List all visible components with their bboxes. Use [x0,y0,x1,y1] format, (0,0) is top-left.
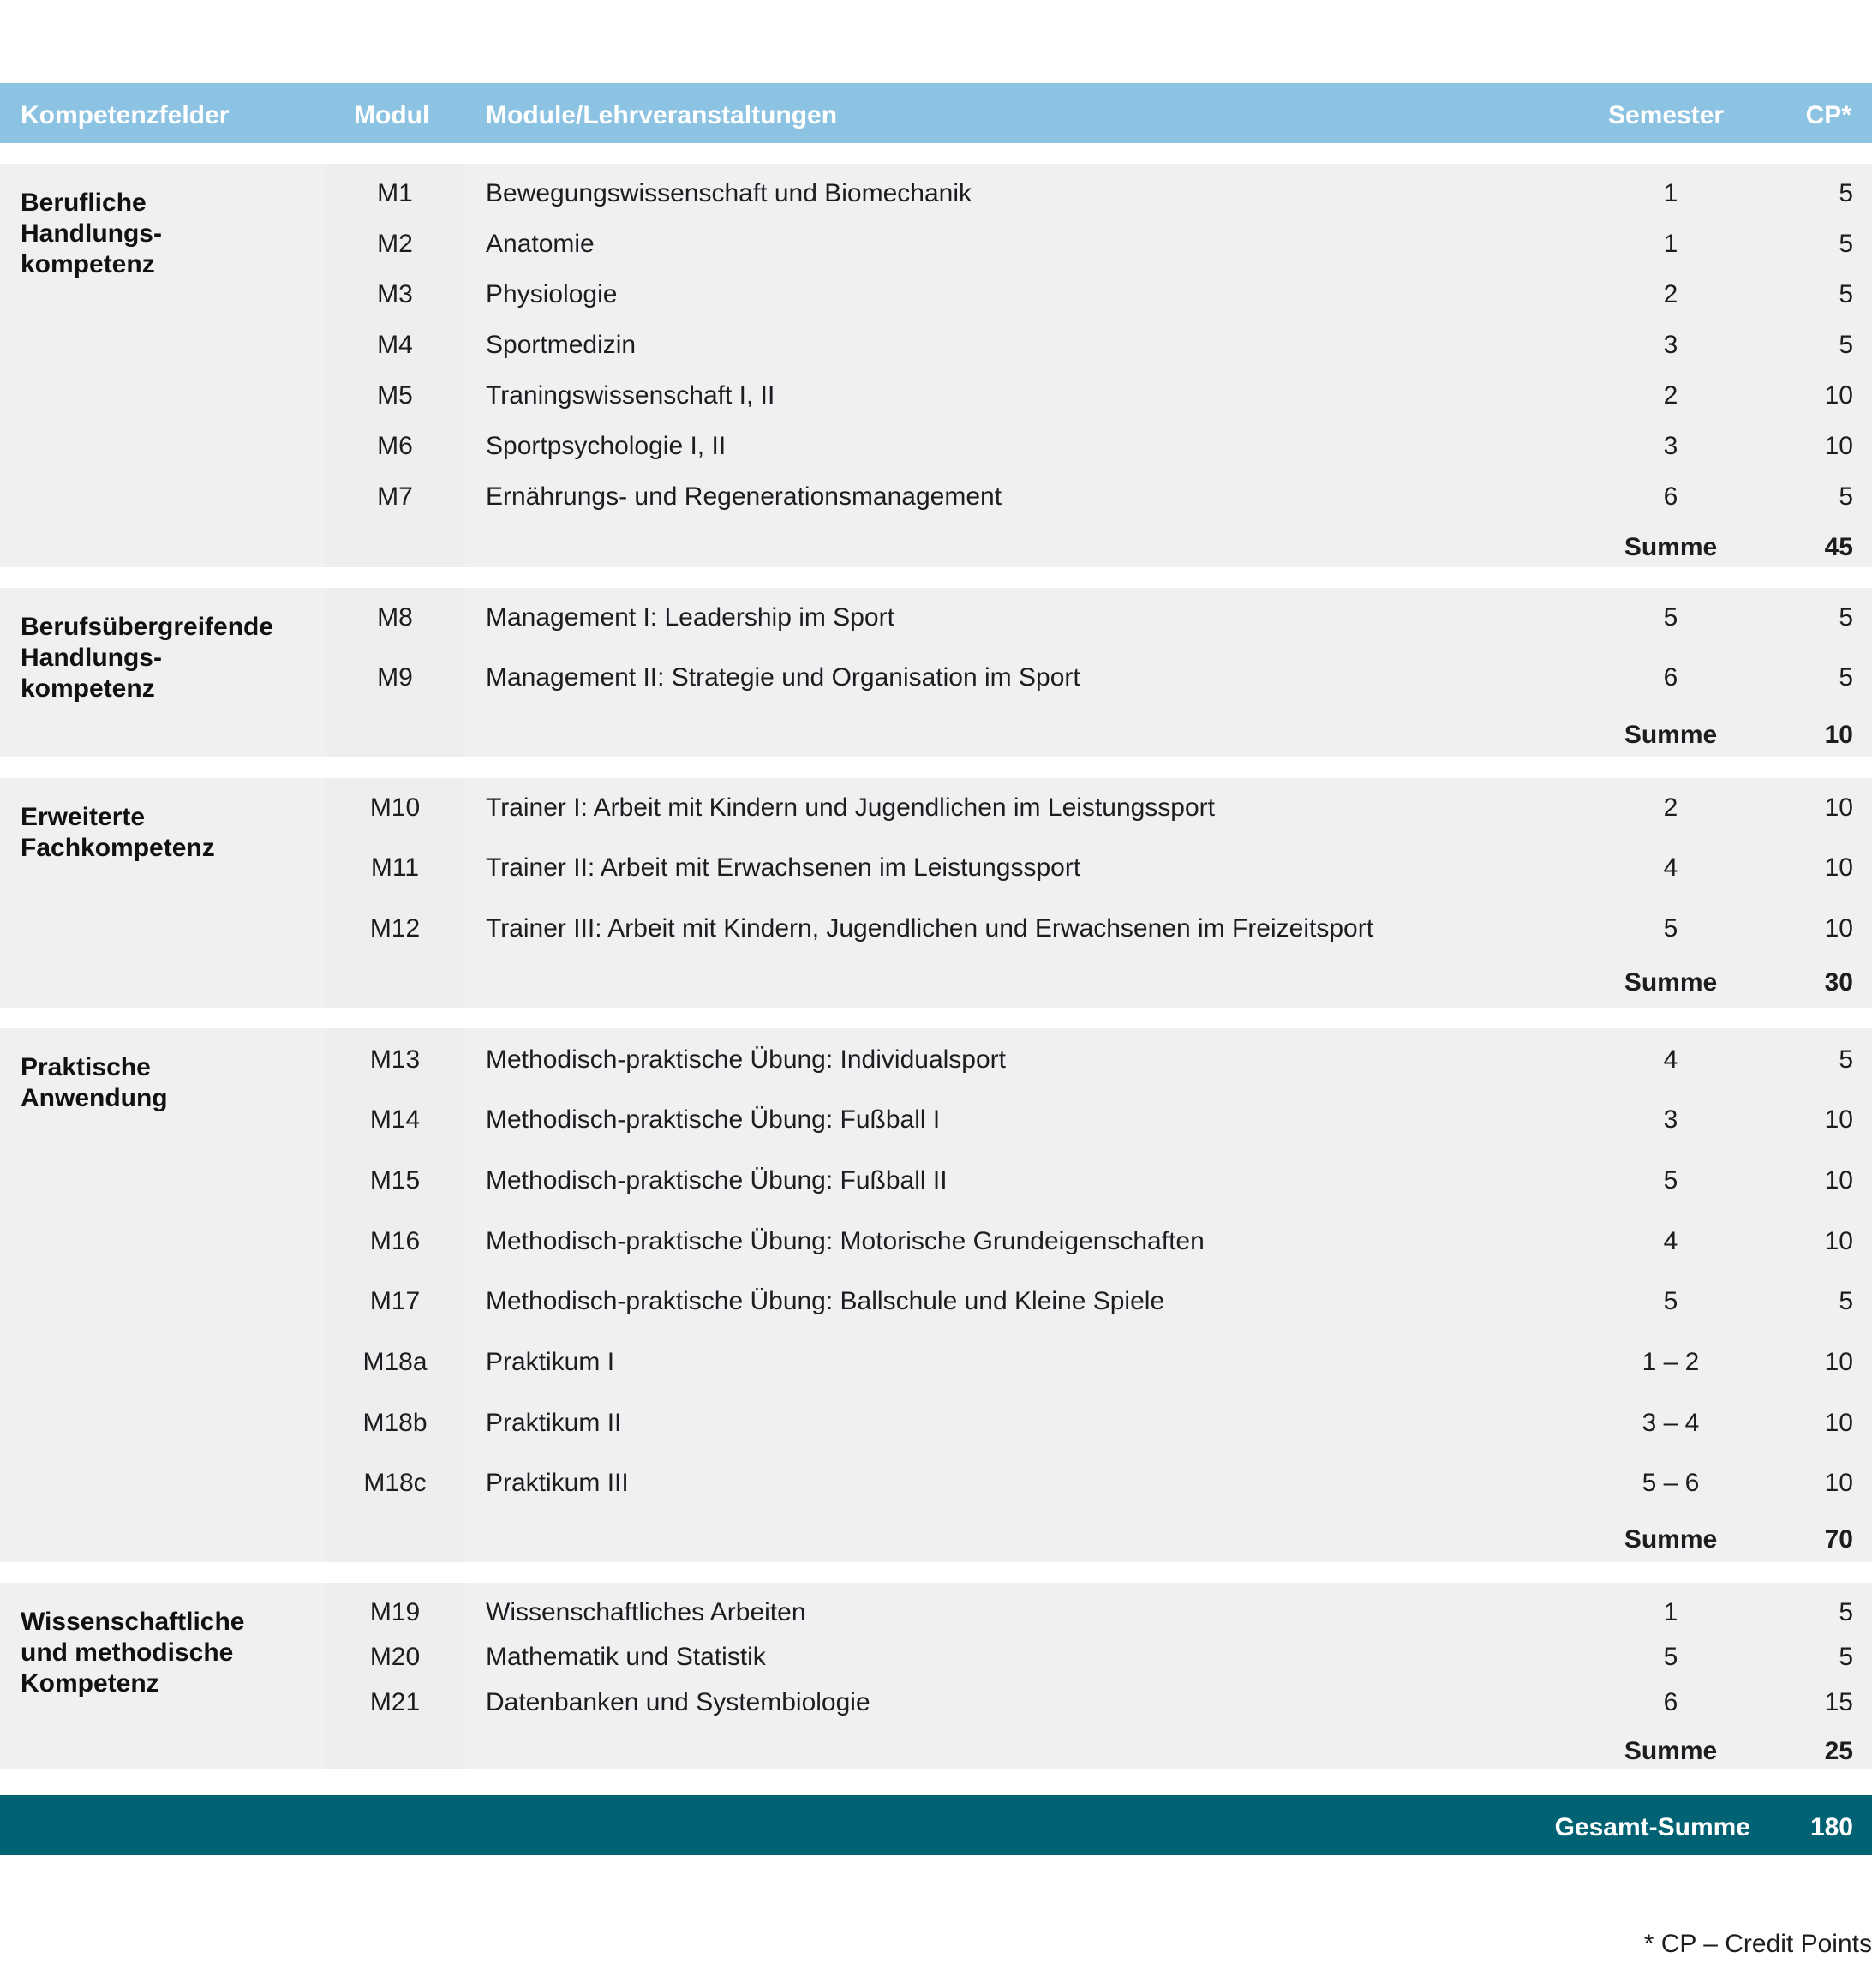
module-cp: 10 [1824,793,1853,822]
module-name: Trainer II: Arbeit mit Erwachsenen im Leistungssport [486,853,1081,882]
module-name: Praktikum III [486,1469,629,1497]
module-name: Trainer I: Arbeit mit Kindern und Jugendlichen im Leistungssport [486,793,1216,822]
module-code: M12 [369,914,421,943]
total-cp: 180 [1809,1813,1853,1841]
module-cp: 5 [1839,280,1853,308]
module-semester: 4 [1663,1227,1678,1255]
module-semester: 6 [1663,663,1678,692]
module-code: M18a [362,1348,428,1376]
competence-field-label: Erweiterte Fachkompetenz [21,803,215,862]
module-cp: 10 [1824,1469,1853,1497]
module-name: Methodisch-praktische Übung: Individualsport [486,1045,1006,1074]
module-code: M11 [370,853,420,882]
competence-field-label: Berufliche Handlungs- kompetenz [21,189,162,278]
competence-field-label: Wissenschaftliche und methodische Kompetenz [21,1608,245,1698]
module-semester: 5 [1663,1166,1678,1195]
footnote: * CP – Credit Points [1643,1930,1872,1958]
module-semester: 1 [1663,1598,1678,1626]
module-cp: 10 [1824,853,1853,882]
module-cp: 5 [1839,1643,1853,1671]
module-code: M10 [369,793,421,822]
sum-label: Summe [1624,533,1718,561]
module-name: Anatomie [486,230,595,258]
module-code: M6 [377,432,413,460]
module-cp: 5 [1839,179,1853,207]
module-name: Methodisch-praktische Übung: Fußball II [486,1166,948,1195]
module-name: Sportmedizin [486,331,637,359]
module-code: M19 [369,1598,421,1626]
competence-group [0,1028,1872,1562]
module-semester: 5 [1663,603,1678,632]
module-code: M16 [369,1227,421,1255]
module-cp: 15 [1824,1688,1853,1716]
module-semester: 3 – 4 [1642,1409,1700,1437]
module-name: Datenbanken und Systembiologie [486,1688,870,1716]
group-list [0,164,1872,1769]
module-semester: 2 [1663,793,1678,822]
competence-group [0,1583,1872,1769]
module-code: M14 [369,1105,421,1134]
module-cp: 5 [1839,1598,1853,1626]
module-code: M15 [369,1166,421,1195]
module-name: Traningswissenschaft I, II [486,381,775,410]
total-row [0,1795,1872,1855]
sum-label: Summe [1624,1525,1718,1554]
module-cp: 5 [1839,230,1853,258]
module-code: M4 [377,331,413,359]
competence-field-label: Praktische Anwendung [21,1053,168,1112]
module-name: Management II: Strategie und Organisation im Sport [486,663,1080,692]
module-cp: 10 [1824,1227,1853,1255]
header-modul: Modul [354,101,430,129]
module-semester: 3 [1663,1105,1678,1134]
module-code: M18b [362,1409,428,1437]
module-name: Methodisch-praktische Übung: Fußball I [486,1105,941,1134]
sum-cp: 30 [1824,968,1853,997]
module-semester: 5 [1663,1643,1678,1671]
module-cp: 10 [1824,1348,1853,1376]
module-name: Management I: Leadership im Sport [486,603,894,632]
module-semester: 4 [1663,1045,1678,1074]
header-module-name: Module/Lehrveranstaltungen [486,101,838,129]
sum-cp: 45 [1824,533,1853,561]
module-semester: 6 [1663,482,1678,511]
module-semester: 1 [1663,230,1678,258]
module-name: Methodisch-praktische Übung: Motorische Grundeigenschaften [486,1227,1205,1255]
module-name: Wissenschaftliches Arbeiten [486,1598,806,1626]
module-cp: 10 [1824,914,1853,943]
module-cp: 5 [1839,663,1853,692]
module-semester: 5 [1663,914,1678,943]
module-name: Physiologie [486,280,618,308]
header-semester: Semester [1608,101,1725,129]
module-code: M7 [377,482,413,511]
competence-group [0,588,1872,757]
sum-label: Summe [1624,721,1718,749]
module-code: M18c [363,1469,427,1497]
header-kompetenzfelder: Kompetenzfelder [21,101,230,129]
module-semester: 1 – 2 [1642,1348,1700,1376]
module-cp: 10 [1824,1166,1853,1195]
module-cp: 10 [1824,1409,1853,1437]
module-name: Methodisch-praktische Übung: Ballschule und Kleine Spiele [486,1287,1165,1315]
module-code: M20 [369,1643,421,1671]
module-code: M2 [377,230,413,258]
total-label: Gesamt-Summe [1554,1813,1750,1841]
module-name: Bewegungswissenschaft und Biomechanik [486,179,972,207]
module-semester: 3 [1663,432,1678,460]
table-header [0,83,1872,143]
module-cp: 5 [1839,482,1853,511]
module-semester: 6 [1663,1688,1678,1716]
module-name: Praktikum II [486,1409,622,1437]
module-semester: 3 [1663,331,1678,359]
module-semester: 5 – 6 [1642,1469,1700,1497]
module-cp: 5 [1839,331,1853,359]
module-code: M13 [369,1045,421,1074]
module-semester: 4 [1663,853,1678,882]
module-name: Trainer III: Arbeit mit Kindern, Jugendlichen und Erwachsenen im Freizeitsport [486,914,1374,943]
module-name: Praktikum I [486,1348,615,1376]
module-semester: 1 [1663,179,1678,207]
module-cp: 5 [1839,1045,1853,1074]
module-semester: 2 [1663,381,1678,410]
module-code: M9 [377,663,413,692]
sum-label: Summe [1624,1737,1718,1765]
module-cp: 10 [1824,381,1853,410]
module-code: M3 [377,280,413,308]
module-code: M8 [377,603,413,632]
header-cp: CP* [1805,101,1851,129]
module-cp: 10 [1824,432,1853,460]
sum-cp: 10 [1824,721,1853,749]
module-code: M1 [377,179,413,207]
competence-group [0,778,1872,1008]
competence-group [0,164,1872,567]
module-cp: 10 [1824,1105,1853,1134]
module-cp: 5 [1839,1287,1853,1315]
curriculum-table [0,83,1872,1769]
module-name: Mathematik und Statistik [486,1643,766,1671]
module-name: Sportpsychologie I, II [486,432,727,460]
module-semester: 2 [1663,280,1678,308]
module-semester: 5 [1663,1287,1678,1315]
sum-cp: 70 [1824,1525,1853,1554]
module-code: M17 [369,1287,421,1315]
module-name: Ernährungs- und Regenerationsmanagement [486,482,1002,511]
sum-label: Summe [1624,968,1718,997]
module-code: M21 [369,1688,421,1716]
module-cp: 5 [1839,603,1853,632]
sum-cp: 25 [1824,1737,1853,1765]
competence-field-label: Berufsübergreifende Handlungs- kompetenz [21,613,274,703]
module-code: M5 [377,381,413,410]
